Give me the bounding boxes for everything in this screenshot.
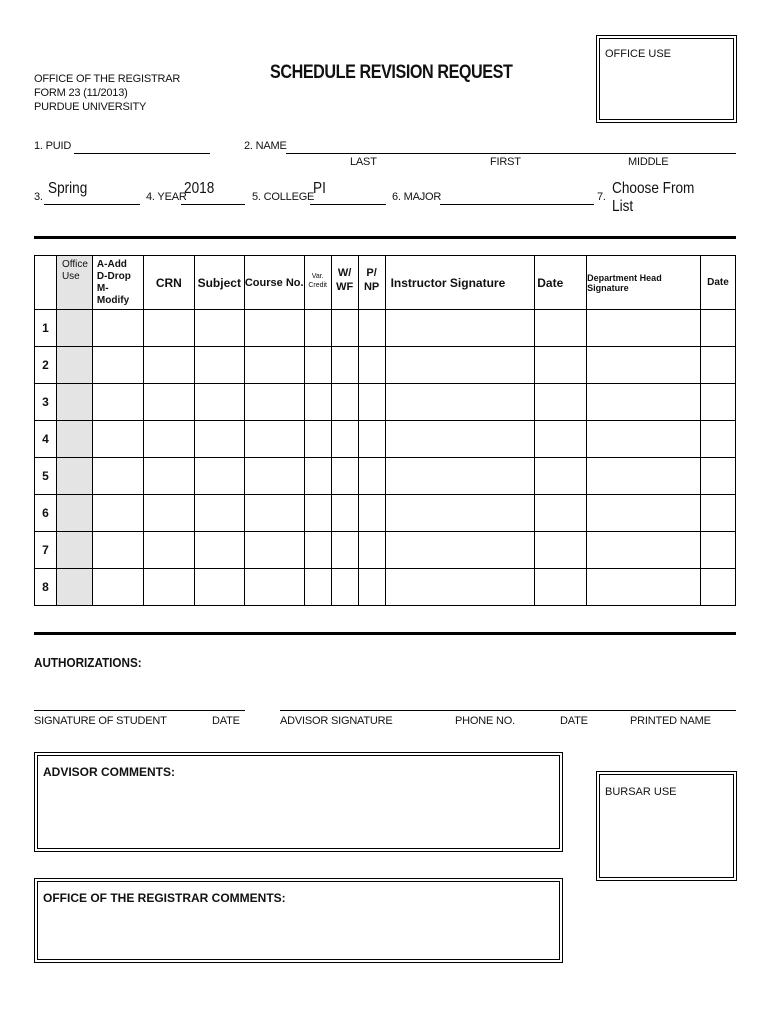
table-cell[interactable] (331, 384, 358, 421)
bursar-use-label: BURSAR USE (605, 786, 677, 798)
table-cell[interactable] (535, 458, 587, 495)
puid-field[interactable] (74, 139, 210, 154)
table-row (35, 458, 736, 495)
table-cell[interactable] (194, 421, 244, 458)
item7-label: 7. (597, 191, 606, 203)
item7-value: Choose From List (612, 180, 695, 215)
table-cell[interactable] (535, 384, 587, 421)
crn-header (143, 256, 194, 310)
table-cell[interactable] (92, 384, 143, 421)
registrar-header (34, 72, 180, 114)
table-cell[interactable] (535, 421, 587, 458)
date1-header-label: Date (537, 275, 564, 290)
term-number: 3. (34, 191, 43, 203)
crn-header-label: CRN (155, 275, 182, 290)
advisor-comments-label: ADVISOR COMMENTS: (43, 765, 175, 779)
table-cell[interactable] (700, 532, 735, 569)
course-no-header (244, 256, 304, 310)
student-date-label: DATE (212, 715, 240, 727)
table-cell[interactable] (587, 458, 701, 495)
table-cell[interactable] (244, 495, 304, 532)
table-cell[interactable] (194, 532, 244, 569)
item7-select[interactable] (608, 180, 736, 215)
course-no-header-label: Course No. (244, 276, 304, 289)
table-header-row (35, 256, 736, 310)
table-row (35, 495, 736, 532)
year-label: 4. YEAR (146, 191, 187, 203)
table-cell[interactable] (143, 310, 194, 347)
table-cell[interactable] (304, 495, 331, 532)
form-title: SCHEDULE REVISION REQUEST (270, 62, 513, 83)
table-cell[interactable] (304, 569, 331, 606)
table-cell[interactable] (304, 532, 331, 569)
signature-of-student-label: SIGNATURE OF STUDENT (34, 715, 167, 727)
advisor-signature-label: ADVISOR SIGNATURE (280, 715, 393, 727)
row-number: 4 (35, 421, 57, 458)
office-use-cell (56, 347, 92, 384)
table-cell[interactable] (92, 310, 143, 347)
top-divider (34, 236, 736, 239)
action-header-line2: D-Drop M- (96, 271, 131, 294)
registrar-comments-label: OFFICE OF THE REGISTRAR COMMENTS: (43, 891, 286, 905)
table-cell[interactable] (331, 421, 358, 458)
table-row (35, 569, 736, 606)
var-credit-header (304, 256, 331, 310)
table-row (35, 384, 736, 421)
w-header-line2: WF (336, 281, 354, 293)
table-row (35, 347, 736, 384)
table-row (35, 421, 736, 458)
table-cell[interactable] (358, 421, 385, 458)
table-cell[interactable] (358, 310, 385, 347)
table-cell[interactable] (244, 347, 304, 384)
table-cell[interactable] (92, 421, 143, 458)
office-use-cell (56, 532, 92, 569)
row-number: 2 (35, 347, 57, 384)
office-use-cell (56, 384, 92, 421)
table-cell[interactable] (587, 310, 701, 347)
office-line-1: OFFICE OF THE REGISTRAR (34, 73, 181, 85)
table-cell[interactable] (700, 421, 735, 458)
table-cell[interactable] (385, 384, 535, 421)
table-cell[interactable] (587, 384, 701, 421)
row-number: 1 (35, 310, 57, 347)
table-cell[interactable] (385, 310, 535, 347)
advisor-date-label: DATE (560, 715, 588, 727)
name-field[interactable] (286, 139, 736, 154)
year-field[interactable] (181, 180, 245, 205)
office-use-cell (56, 310, 92, 347)
puid-label: 1. PUID (34, 140, 72, 152)
action-header (92, 256, 143, 310)
college-field[interactable] (310, 180, 386, 205)
last-label: LAST (350, 156, 377, 168)
table-cell[interactable] (385, 532, 535, 569)
table-cell[interactable] (244, 569, 304, 606)
subject-header (194, 256, 244, 310)
office-use-cell (56, 569, 92, 606)
table-cell[interactable] (385, 458, 535, 495)
college-value: PI (313, 180, 326, 197)
table-cell[interactable] (331, 532, 358, 569)
p-np-header (358, 256, 385, 310)
table-cell[interactable] (700, 310, 735, 347)
office-use-cell (56, 421, 92, 458)
major-field[interactable] (440, 180, 594, 205)
table-cell[interactable] (304, 458, 331, 495)
row-number-header (35, 256, 57, 310)
table-cell[interactable] (331, 569, 358, 606)
table-cell[interactable] (700, 458, 735, 495)
table-cell[interactable] (143, 384, 194, 421)
authorizations-heading: AUTHORIZATIONS: (34, 655, 142, 670)
office-use-cell (56, 495, 92, 532)
p-header-line2: NP (363, 281, 380, 293)
table-cell[interactable] (143, 347, 194, 384)
table-cell[interactable] (535, 310, 587, 347)
instructor-signature-header (385, 256, 535, 310)
table-cell[interactable] (194, 495, 244, 532)
table-cell[interactable] (331, 458, 358, 495)
dept-head-signature-label: Department Head Signature (587, 272, 662, 293)
date2-header (700, 256, 735, 310)
term-value: Spring (48, 180, 88, 197)
table-cell[interactable] (194, 310, 244, 347)
table-cell[interactable] (244, 532, 304, 569)
table-cell[interactable] (385, 421, 535, 458)
table-cell[interactable] (143, 495, 194, 532)
table-cell[interactable] (358, 532, 385, 569)
table-cell[interactable] (244, 421, 304, 458)
table-cell[interactable] (535, 532, 587, 569)
office-use-header-line1: Office (61, 259, 88, 270)
table-row (35, 310, 736, 347)
table-cell[interactable] (304, 384, 331, 421)
row-number: 8 (35, 569, 57, 606)
table-cell[interactable] (92, 569, 143, 606)
table-cell[interactable] (92, 532, 143, 569)
subject-header-label: Subject (197, 275, 241, 290)
dept-head-signature-header (587, 256, 701, 310)
office-use-box (596, 35, 737, 123)
table-cell[interactable] (587, 347, 701, 384)
table-cell[interactable] (700, 569, 735, 606)
table-cell[interactable] (358, 347, 385, 384)
table-cell[interactable] (587, 532, 701, 569)
table-cell[interactable] (535, 569, 587, 606)
office-use-label: OFFICE USE (605, 48, 672, 60)
office-use-header-line2: Use (61, 271, 80, 282)
table-cell[interactable] (194, 569, 244, 606)
student-signature-field[interactable] (34, 697, 245, 711)
bottom-divider (34, 632, 736, 635)
table-cell[interactable] (244, 310, 304, 347)
table-cell[interactable] (143, 421, 194, 458)
row-number: 5 (35, 458, 57, 495)
table-cell[interactable] (587, 569, 701, 606)
table-cell[interactable] (92, 495, 143, 532)
row-number: 7 (35, 532, 57, 569)
table-cell[interactable] (304, 347, 331, 384)
term-select[interactable] (44, 180, 140, 205)
table-cell[interactable] (143, 532, 194, 569)
var-header-line1: Var. (311, 273, 324, 280)
table-cell[interactable] (331, 347, 358, 384)
registrar-comments-box[interactable] (34, 878, 563, 963)
table-cell[interactable] (92, 347, 143, 384)
phone-no-label: PHONE NO. (455, 715, 515, 727)
row-number: 6 (35, 495, 57, 532)
first-label: FIRST (490, 156, 521, 168)
table-cell[interactable] (587, 421, 701, 458)
table-cell[interactable] (331, 310, 358, 347)
office-line-3: PURDUE UNIVERSITY (34, 101, 147, 113)
action-header-line1: A-Add (96, 259, 127, 270)
bursar-use-box (596, 771, 737, 881)
table-cell[interactable] (358, 384, 385, 421)
printed-name-label: PRINTED NAME (630, 715, 711, 727)
table-cell[interactable] (535, 495, 587, 532)
year-value: 2018 (184, 180, 215, 197)
table-cell[interactable] (194, 347, 244, 384)
table-cell[interactable] (385, 495, 535, 532)
var-header-line2: Credit (308, 282, 327, 289)
p-header-line1: P/ (366, 267, 377, 279)
major-label: 6. MAJOR (392, 191, 442, 203)
w-wf-header (331, 256, 358, 310)
table-cell[interactable] (700, 495, 735, 532)
college-label: 5. COLLEGE (252, 191, 315, 203)
table-cell[interactable] (358, 569, 385, 606)
name-label: 2. NAME (244, 140, 287, 152)
table-cell[interactable] (700, 384, 735, 421)
table-cell[interactable] (385, 347, 535, 384)
table-cell[interactable] (143, 569, 194, 606)
table-cell[interactable] (143, 458, 194, 495)
table-cell[interactable] (587, 495, 701, 532)
office-use-header (56, 256, 92, 310)
table-cell[interactable] (194, 384, 244, 421)
advisor-signature-field[interactable] (280, 697, 736, 711)
table-cell[interactable] (304, 421, 331, 458)
table-cell[interactable] (194, 458, 244, 495)
w-header-line1: W/ (337, 267, 352, 279)
table-row (35, 532, 736, 569)
table-cell[interactable] (331, 495, 358, 532)
table-cell[interactable] (92, 458, 143, 495)
course-table (34, 255, 736, 606)
date2-header-label: Date (707, 277, 729, 288)
table-cell[interactable] (244, 384, 304, 421)
table-cell[interactable] (535, 347, 587, 384)
row-number: 3 (35, 384, 57, 421)
middle-label: MIDDLE (628, 156, 669, 168)
office-use-cell (56, 458, 92, 495)
advisor-comments-box[interactable] (34, 752, 563, 852)
table-cell[interactable] (358, 495, 385, 532)
table-cell[interactable] (244, 458, 304, 495)
table-cell[interactable] (385, 569, 535, 606)
action-header-line3: Modify (96, 295, 130, 306)
office-line-2: FORM 23 (11/2013) (34, 87, 128, 99)
instructor-signature-label: Instructor Signature (390, 275, 506, 290)
table-cell[interactable] (304, 310, 331, 347)
table-cell[interactable] (700, 347, 735, 384)
table-cell[interactable] (358, 458, 385, 495)
date1-header (535, 256, 587, 310)
